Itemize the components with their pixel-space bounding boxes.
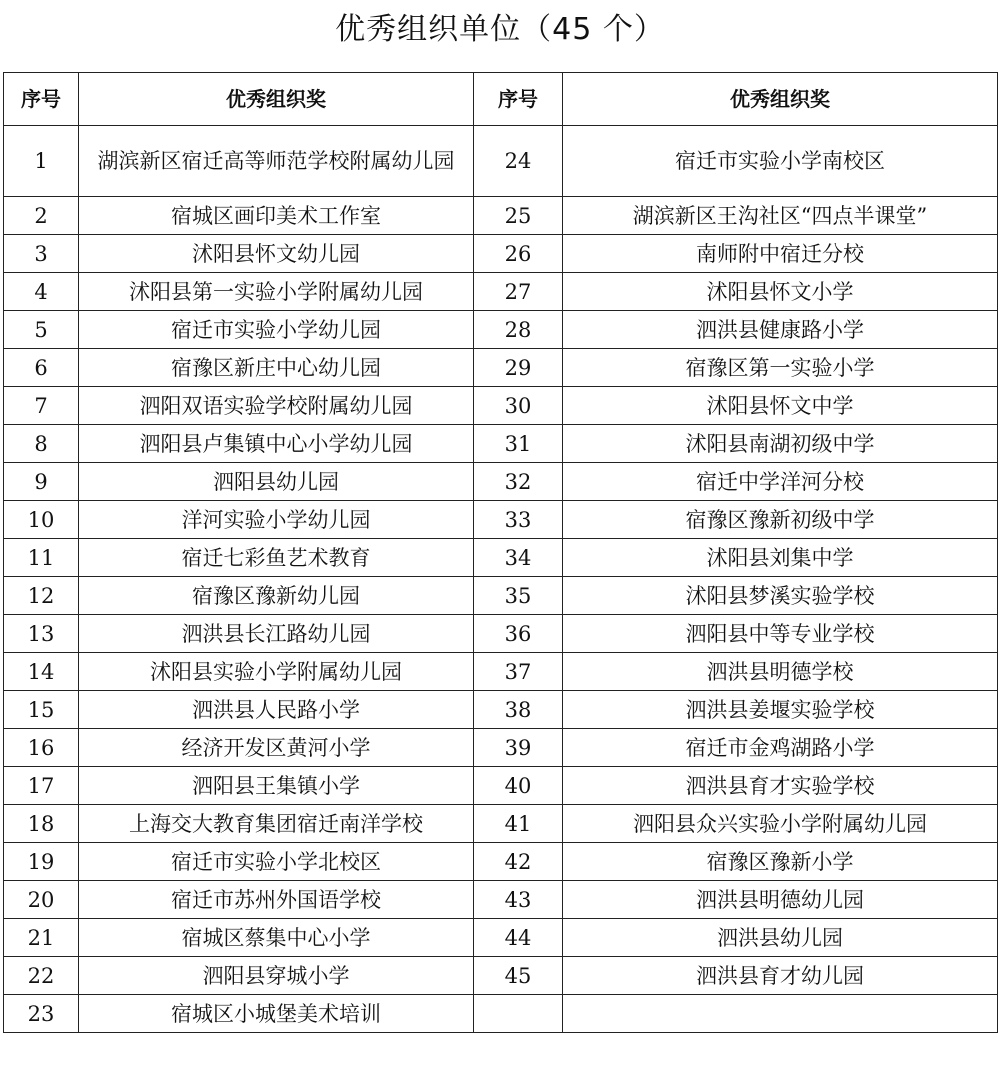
row-number-left: 12 — [4, 577, 79, 615]
award-name-left: 宿迁七彩鱼艺术教育 — [79, 539, 474, 577]
table-row — [4, 273, 998, 311]
table-row — [4, 957, 998, 995]
row-number-right — [474, 995, 563, 1033]
award-name-left: 沭阳县第一实验小学附属幼儿园 — [79, 273, 474, 311]
header-no-left: 序号 — [4, 73, 79, 126]
award-name-right: 沭阳县怀文小学 — [563, 273, 998, 311]
table-row — [4, 805, 998, 843]
row-number-right: 31 — [474, 425, 563, 463]
row-number-right: 37 — [474, 653, 563, 691]
award-name-left: 泗洪县长江路幼儿园 — [79, 615, 474, 653]
award-name-left: 宿豫区豫新幼儿园 — [79, 577, 474, 615]
row-number-right: 33 — [474, 501, 563, 539]
row-number-right: 27 — [474, 273, 563, 311]
award-name-left: 泗阳县幼儿园 — [79, 463, 474, 501]
award-name-left: 宿豫区新庄中心幼儿园 — [79, 349, 474, 387]
row-number-left: 16 — [4, 729, 79, 767]
table-row — [4, 501, 998, 539]
award-name-right: 宿迁市金鸡湖路小学 — [563, 729, 998, 767]
award-name-right: 泗洪县健康路小学 — [563, 311, 998, 349]
award-name-right — [563, 995, 998, 1033]
awards-table-body — [4, 126, 998, 1033]
row-number-left: 11 — [4, 539, 79, 577]
table-row — [4, 197, 998, 235]
award-name-right: 宿迁市实验小学南校区 — [563, 126, 998, 197]
header-name-left: 优秀组织奖 — [79, 73, 474, 126]
table-row — [4, 349, 998, 387]
table-row — [4, 843, 998, 881]
row-number-right: 40 — [474, 767, 563, 805]
row-number-left: 4 — [4, 273, 79, 311]
table-row — [4, 919, 998, 957]
award-name-right: 沭阳县南湖初级中学 — [563, 425, 998, 463]
row-number-left: 19 — [4, 843, 79, 881]
row-number-left: 21 — [4, 919, 79, 957]
row-number-left: 18 — [4, 805, 79, 843]
award-name-right: 宿豫区豫新初级中学 — [563, 501, 998, 539]
row-number-right: 35 — [474, 577, 563, 615]
award-name-left: 沭阳县怀文幼儿园 — [79, 235, 474, 273]
row-number-left: 6 — [4, 349, 79, 387]
award-name-right: 沭阳县梦溪实验学校 — [563, 577, 998, 615]
award-name-right: 湖滨新区王沟社区“四点半课堂” — [563, 197, 998, 235]
table-row — [4, 463, 998, 501]
row-number-right: 44 — [474, 919, 563, 957]
table-row — [4, 577, 998, 615]
award-name-left: 泗洪县人民路小学 — [79, 691, 474, 729]
row-number-left: 3 — [4, 235, 79, 273]
award-name-right: 泗洪县明德幼儿园 — [563, 881, 998, 919]
row-number-right: 29 — [474, 349, 563, 387]
row-number-right: 28 — [474, 311, 563, 349]
row-number-right: 43 — [474, 881, 563, 919]
header-row — [4, 73, 998, 126]
table-row — [4, 126, 998, 197]
row-number-left: 5 — [4, 311, 79, 349]
award-name-right: 泗洪县幼儿园 — [563, 919, 998, 957]
header-no-right: 序号 — [474, 73, 563, 126]
award-name-right: 宿豫区豫新小学 — [563, 843, 998, 881]
award-name-right: 泗洪县姜堰实验学校 — [563, 691, 998, 729]
award-name-left: 宿城区画印美术工作室 — [79, 197, 474, 235]
award-name-right: 宿迁中学洋河分校 — [563, 463, 998, 501]
row-number-left: 8 — [4, 425, 79, 463]
award-name-right: 沭阳县怀文中学 — [563, 387, 998, 425]
award-name-left: 洋河实验小学幼儿园 — [79, 501, 474, 539]
page-title: 优秀组织单位（45 个） — [335, 12, 665, 47]
row-number-right: 24 — [474, 126, 563, 197]
row-number-right: 36 — [474, 615, 563, 653]
award-name-left: 泗阳县卢集镇中心小学幼儿园 — [79, 425, 474, 463]
award-name-left: 宿城区蔡集中心小学 — [79, 919, 474, 957]
award-name-right: 泗阳县众兴实验小学附属幼儿园 — [563, 805, 998, 843]
row-number-right: 45 — [474, 957, 563, 995]
award-name-left: 上海交大教育集团宿迁南洋学校 — [79, 805, 474, 843]
table-row — [4, 387, 998, 425]
row-number-left: 7 — [4, 387, 79, 425]
table-row — [4, 235, 998, 273]
award-name-right: 泗洪县育才幼儿园 — [563, 957, 998, 995]
row-number-left: 22 — [4, 957, 79, 995]
row-number-right: 34 — [474, 539, 563, 577]
row-number-right: 38 — [474, 691, 563, 729]
row-number-left: 14 — [4, 653, 79, 691]
table-row — [4, 425, 998, 463]
row-number-left: 17 — [4, 767, 79, 805]
award-name-left: 经济开发区黄河小学 — [79, 729, 474, 767]
table-row — [4, 691, 998, 729]
award-name-left: 宿城区小城堡美术培训 — [79, 995, 474, 1033]
table-row — [4, 539, 998, 577]
table-row — [4, 729, 998, 767]
award-name-left: 宿迁市实验小学幼儿园 — [79, 311, 474, 349]
table-row — [4, 995, 998, 1033]
award-name-right: 宿豫区第一实验小学 — [563, 349, 998, 387]
award-name-right: 泗阳县中等专业学校 — [563, 615, 998, 653]
row-number-right: 42 — [474, 843, 563, 881]
table-row — [4, 653, 998, 691]
award-name-right: 泗洪县明德学校 — [563, 653, 998, 691]
row-number-right: 25 — [474, 197, 563, 235]
row-number-right: 26 — [474, 235, 563, 273]
award-name-right: 泗洪县育才实验学校 — [563, 767, 998, 805]
row-number-right: 39 — [474, 729, 563, 767]
table-row — [4, 615, 998, 653]
row-number-left: 10 — [4, 501, 79, 539]
award-name-left: 湖滨新区宿迁高等师范学校附属幼儿园 — [79, 126, 474, 197]
table-row — [4, 767, 998, 805]
row-number-left: 20 — [4, 881, 79, 919]
row-number-left: 9 — [4, 463, 79, 501]
table-row — [4, 311, 998, 349]
award-name-left: 宿迁市苏州外国语学校 — [79, 881, 474, 919]
table-row — [4, 881, 998, 919]
award-name-left: 泗阳双语实验学校附属幼儿园 — [79, 387, 474, 425]
row-number-left: 15 — [4, 691, 79, 729]
award-name-right: 南师附中宿迁分校 — [563, 235, 998, 273]
awards-table — [3, 72, 998, 1033]
row-number-left: 23 — [4, 995, 79, 1033]
row-number-right: 30 — [474, 387, 563, 425]
row-number-left: 13 — [4, 615, 79, 653]
row-number-right: 32 — [474, 463, 563, 501]
award-name-right: 沭阳县刘集中学 — [563, 539, 998, 577]
row-number-left: 1 — [4, 126, 79, 197]
row-number-left: 2 — [4, 197, 79, 235]
award-name-left: 宿迁市实验小学北校区 — [79, 843, 474, 881]
award-name-left: 泗阳县穿城小学 — [79, 957, 474, 995]
header-name-right: 优秀组织奖 — [563, 73, 998, 126]
row-number-right: 41 — [474, 805, 563, 843]
award-name-left: 泗阳县王集镇小学 — [79, 767, 474, 805]
award-name-left: 沭阳县实验小学附属幼儿园 — [79, 653, 474, 691]
